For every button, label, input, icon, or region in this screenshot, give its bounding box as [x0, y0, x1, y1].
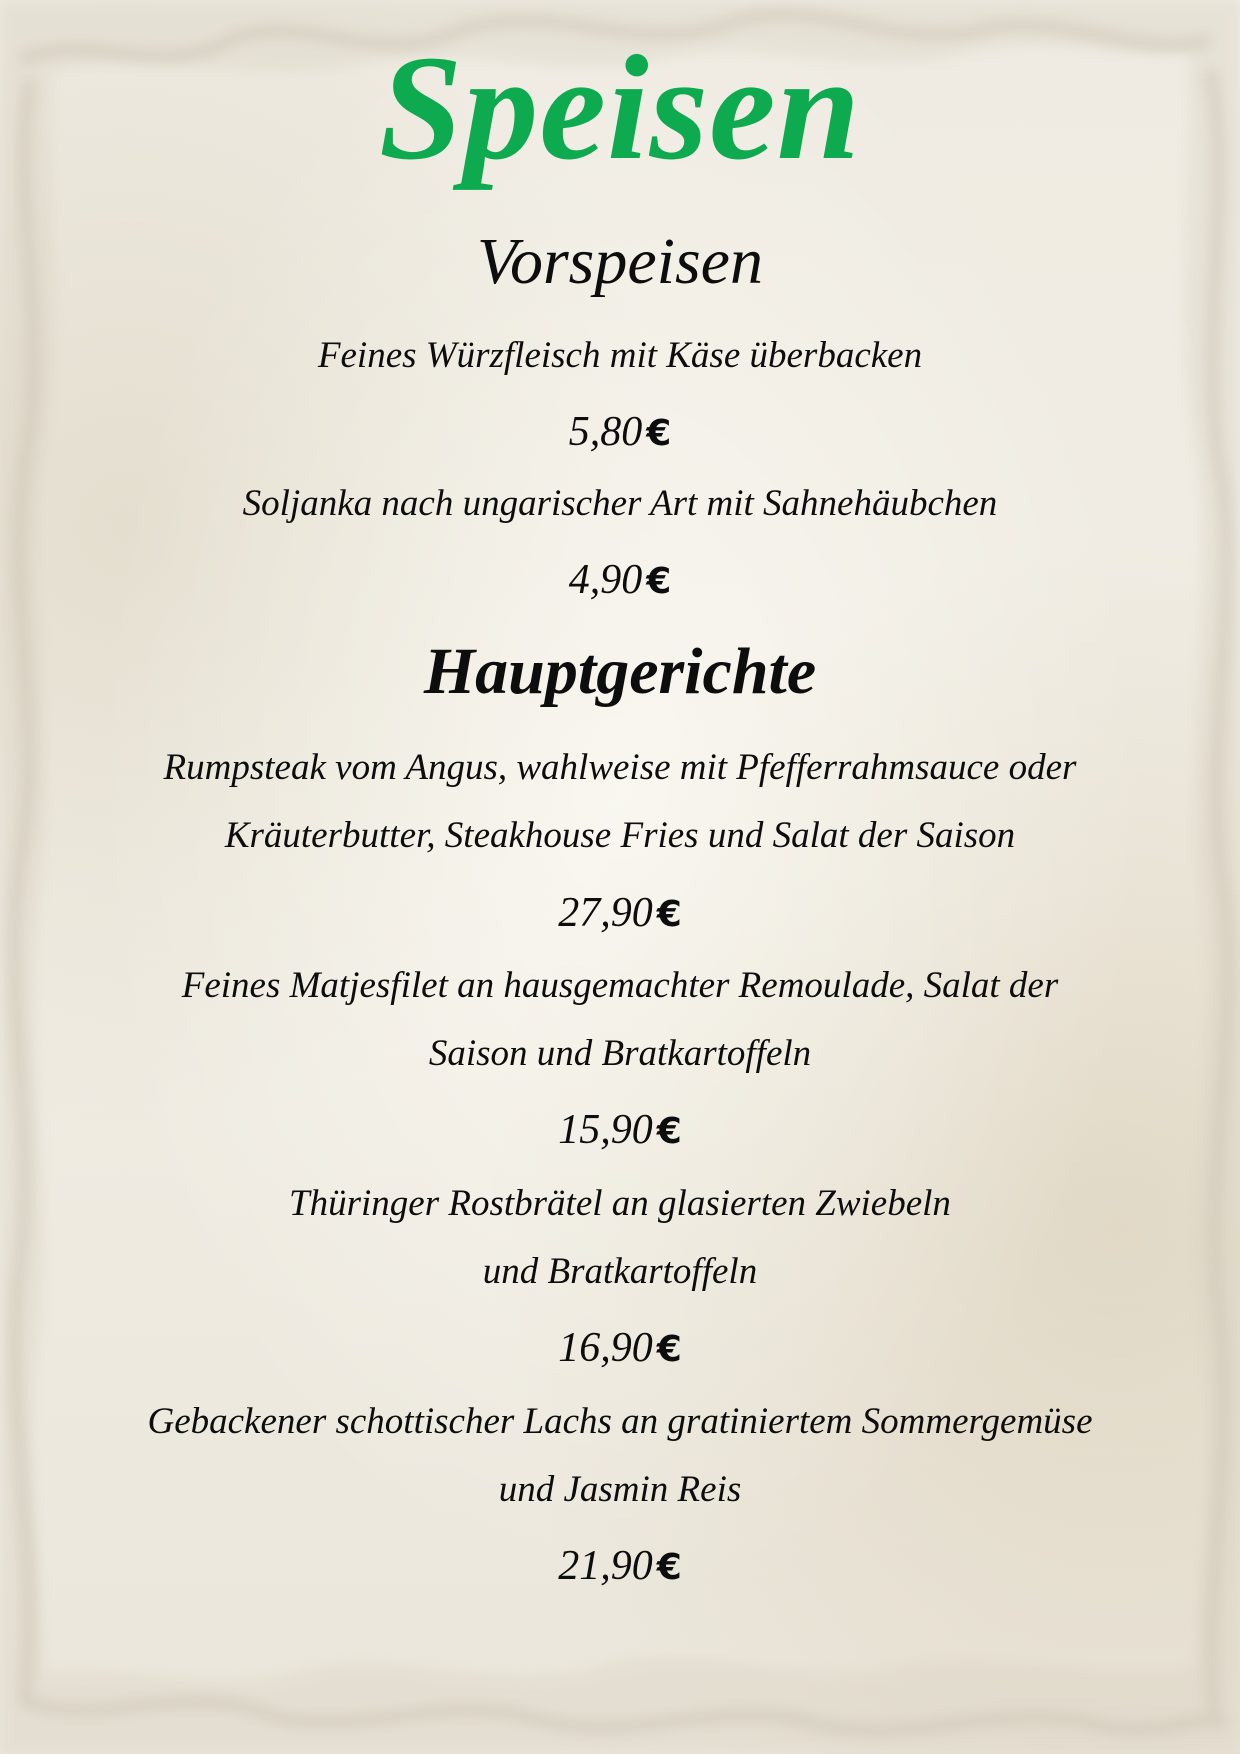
dish-name — [60, 470, 1180, 538]
dish-line: Thüringer Rostbrätel an glasierten Zwiebeln — [289, 1183, 951, 1224]
dish-line: Gebackener schottischer Lachs an gratiniertem Sommergemüse — [147, 1401, 1093, 1442]
currency-symbol: € — [656, 1329, 682, 1370]
dish-price — [0, 1318, 1240, 1380]
currency-symbol: € — [656, 1111, 682, 1152]
section-heading-vorspeisen: Vorspeisen — [477, 225, 763, 298]
price-value: 21,90 — [558, 1543, 653, 1589]
dish-name — [60, 734, 1180, 870]
dish-price — [0, 402, 1240, 464]
price-value: 27,90 — [558, 890, 653, 936]
dish-line: Soljanka nach ungarischer Art mit Sahnehäubchen — [242, 483, 998, 524]
dish-line: Feines Matjesfilet an hausgemachter Remoulade, Salat der — [181, 965, 1059, 1006]
dish-line: und Jasmin Reis — [498, 1469, 742, 1510]
currency-symbol: € — [656, 894, 682, 935]
dish-name — [60, 322, 1180, 390]
dish-line: Feines Würzfleisch mit Käse überbacken — [317, 335, 923, 376]
dish-name — [60, 1388, 1180, 1524]
dish-name — [60, 1170, 1180, 1306]
price-value: 16,90 — [558, 1325, 653, 1371]
price-value: 15,90 — [558, 1107, 653, 1153]
dish-line: Rumpsteak vom Angus, wahlweise mit Pfefferrahmsauce oder — [163, 747, 1077, 788]
dish-price — [0, 883, 1240, 945]
dish-line: und Bratkartoffeln — [482, 1251, 758, 1292]
currency-symbol: € — [646, 413, 672, 454]
currency-symbol: € — [656, 1547, 682, 1588]
price-value: 5,80 — [568, 409, 643, 455]
dish-line: Kräuterbutter, Steakhouse Fries und Salat der Saison — [224, 815, 1016, 856]
dish-name — [60, 952, 1180, 1088]
section-heading-hauptgerichte: Hauptgerichte — [423, 635, 817, 708]
dish-price — [0, 550, 1240, 612]
menu-title: Speisen — [378, 25, 862, 191]
dish-line: Saison und Bratkartoffeln — [428, 1033, 812, 1074]
price-value: 4,90 — [568, 557, 643, 603]
dish-price — [0, 1100, 1240, 1162]
dish-price — [0, 1536, 1240, 1598]
currency-symbol: € — [646, 561, 672, 602]
